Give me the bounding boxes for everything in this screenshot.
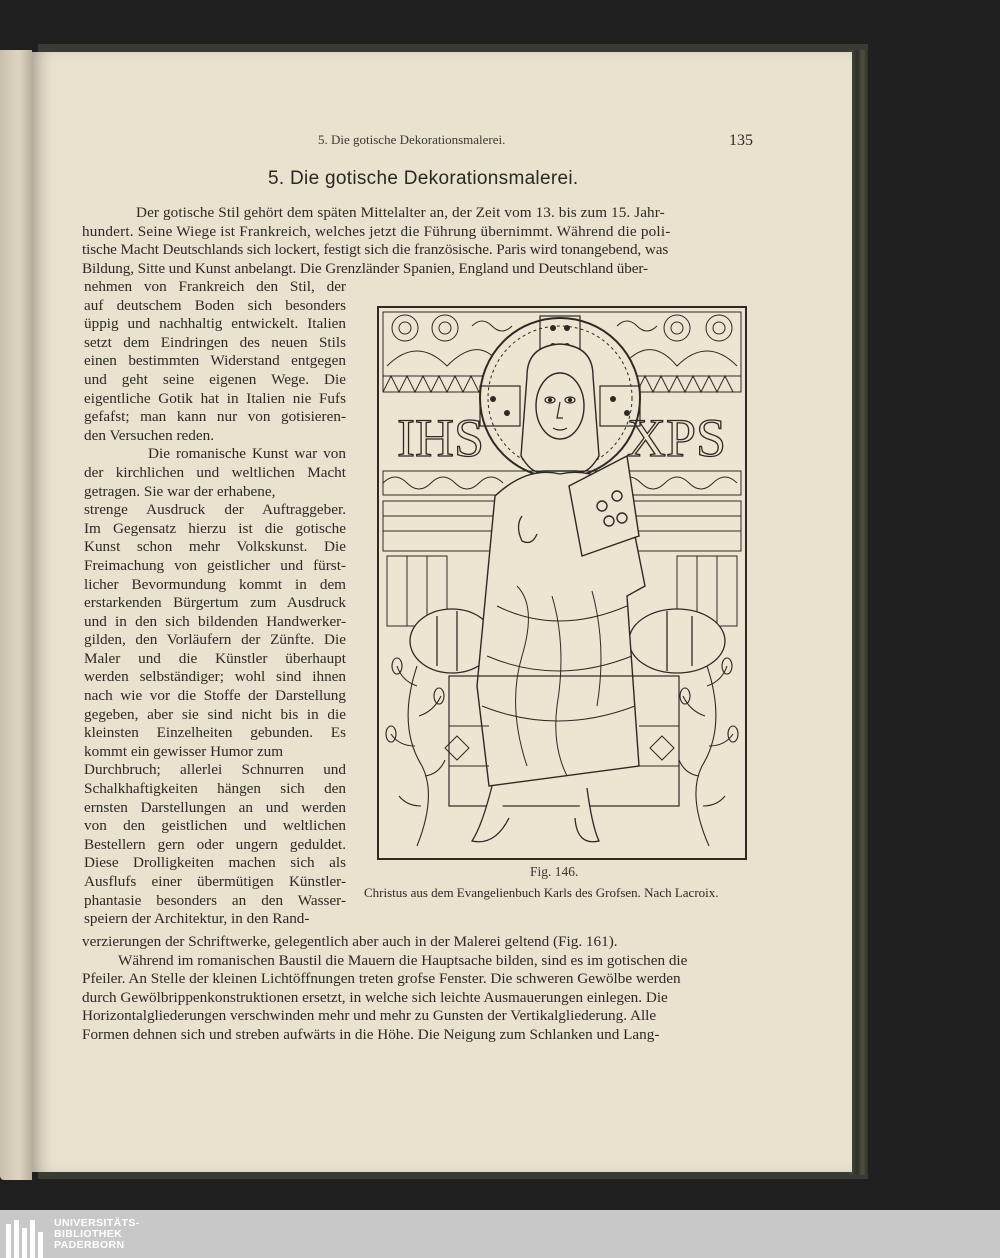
left-column-text [84, 278, 346, 929]
text-line: Während im romanischen Baustil die Mauern die Hauptsache bilden, sind es im gotischen die [118, 951, 688, 969]
text-line: Formen dehnen sich und streben aufwärts in die Höhe. Die Neigung zum Schlanken und Lang- [82, 1025, 660, 1043]
figure-caption: Christus aus dem Evangelienbuch Karls des Grofsen. Nach Lacroix. [364, 885, 719, 900]
text-line: erstarkenden Bürgertum zum Ausdruck [84, 594, 346, 612]
text-line: strenge Ausdruck der Auftraggeber. [84, 501, 346, 519]
text-line: Im Gegensatz hierzu ist die gotische [84, 519, 346, 537]
text-line: gefafst; man kann nur von gotisieren- [84, 408, 346, 426]
text-line: nach wie vor die Stoffe der Darstellung [84, 687, 346, 705]
library-logo-text [54, 1218, 140, 1251]
logo-line: BIBLIOTHEK [54, 1228, 123, 1240]
section-title: 5. Die gotische Dekorationsmalerei. [268, 168, 579, 189]
text-line: einen bestimmten Widerstand entgegen [84, 352, 346, 370]
text-line: den Versuchen reden. [84, 426, 215, 444]
text-line: Schalkhaftigkeiten hängen sich den [84, 780, 346, 798]
text-line: Bestellern gern oder ungern geduldet. [84, 835, 346, 853]
facing-page-edge [0, 50, 32, 1180]
text-line: der kirchlichen und weltlichen Macht [84, 463, 346, 481]
text-line: Kunst schon mehr Volkskunst. Die [84, 538, 346, 556]
text-line: verzierungen der Schriftwerke, gelegentlich aber auch in der Malerei geltend (Fig. 161). [82, 933, 618, 950]
text-line: und in den sich bildenden Handwerker- [84, 612, 346, 630]
page-number: 135 [729, 132, 753, 149]
text-line: gilden, den Vorläufern der Zünfte. Die [84, 631, 346, 649]
text-line: speiern der Architektur, in den Rand- [84, 910, 310, 928]
text-line: nehmen von Frankreich den Stil, der [84, 278, 346, 295]
text-line: tische Macht Deutschlands sich lockert, festigt sich die französische. Paris wird tonangebend, was [82, 241, 669, 259]
text-line: üppig und nachhaltig entwickelt. Italien [84, 315, 346, 333]
text-line: kleinsten Einzelheiten gebunden. Es [84, 724, 346, 742]
text-line: Maler und die Künstler überhaupt [84, 649, 346, 667]
text-line: von den geistlichen und weltlichen [84, 817, 346, 835]
figure-christ-illustration [377, 306, 747, 860]
text-line: Bildung, Sitte und Kunst anbelangt. Die Grenzländer Spanien, England und Deutschland über- [82, 259, 649, 277]
text-line: auf deutschem Boden sich besonders [84, 296, 346, 314]
text-line: eigentliche Gotik hat in Italien nie Fufs [84, 389, 346, 407]
library-logo-icon [6, 1218, 48, 1258]
text-line: licher Bevormundung kommt in dem [84, 575, 346, 593]
text-line: setzt dem Eindringen des neuen Stils [84, 333, 346, 351]
text-line: werden selbständiger; wohl sind ihnen [84, 668, 346, 686]
book-cover-edge [850, 50, 868, 1175]
text-line: Freimachung von geistlicher und fürst- [84, 556, 346, 574]
inscription-left: IHS [397, 408, 485, 468]
text-line: und geht seine eigenen Wege. Die [84, 370, 346, 388]
text-line: phantasie besonders an den Wasser- [84, 891, 346, 909]
face [536, 373, 584, 439]
running-head: 5. Die gotische Dekorationsmalerei. [318, 132, 506, 147]
library-footer [0, 1210, 1000, 1258]
text-line: durch Gewölbrippenkonstruktionen ersetzt, in welche sich leichte Ausmauerungen einlegen. Die [82, 988, 668, 1006]
text-line: Ausflufs einer übermütigen Künstler- [84, 873, 346, 890]
text-line: hundert. Seine Wiege ist Frankreich, welches jetzt die Führung übernimmt. Während die poli- [82, 222, 671, 240]
text-line: Die romanische Kunst war von [148, 445, 346, 463]
logo-line: PADERBORN [54, 1239, 125, 1251]
text-line: Durchbruch; allerlei Schnurren und [84, 761, 346, 779]
text-line: Horizontalgliederungen verschwinden mehr und mehr zu Gunsten der Vertikalgliederung. Alle [82, 1007, 657, 1025]
text-line: getragen. Sie war der erhabene, [84, 482, 276, 500]
text-line: ernsten Darstellungen an und werden [84, 798, 346, 816]
text-line: gegeben, aber sie sind nicht bis in die [84, 705, 346, 723]
intro-paragraph [82, 204, 754, 278]
inscription-right: XPS [627, 408, 727, 468]
text-line: Der gotische Stil gehört dem späten Mittelalter an, der Zeit vom 13. bis zum 15. Jahr- [136, 204, 665, 221]
text-line: kommt ein gewisser Humor zum [84, 742, 284, 760]
text-line: Pfeiler. An Stelle der kleinen Lichtöffnungen treten grofse Fenster. Die schweren Gewölbe werden [82, 970, 681, 988]
text-line: Diese Drolligkeiten machen sich als [84, 854, 346, 872]
logo-line: UNIVERSITÄTS- [54, 1217, 140, 1229]
bottom-paragraph [82, 933, 754, 1045]
figure-number: Fig. 146. [530, 864, 579, 879]
